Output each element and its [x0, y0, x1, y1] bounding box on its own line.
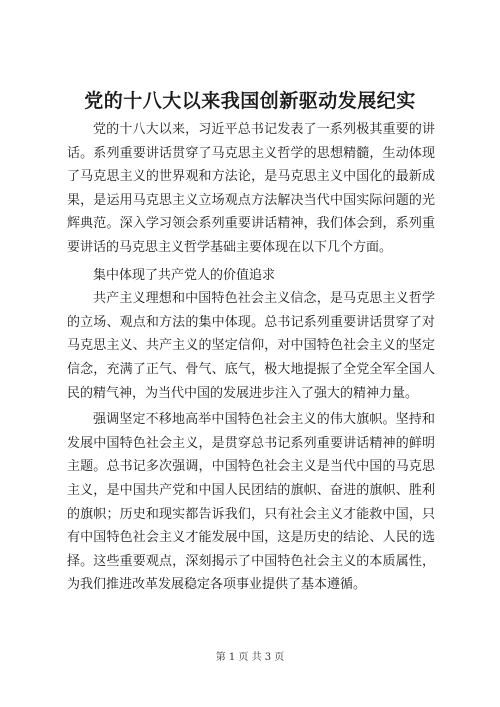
body-paragraph: 共产主义理想和中国特色社会主义信念，是马克思主义哲学的立场、观点和方法的集中体现。总书记系列重要讲话贯穿了对马克思主义、共产主义的坚定信仰，对中国特色社会主义的坚定信念，充满了正气、骨气、底气，极大地提振了全党全军全国人民的精气神，为当代中国的发展进步注入了强大的精神力量。	[67, 291, 435, 401]
intro-paragraph: 党的十八大以来，习近平总书记发表了一系列极其重要的讲话。系列重要讲话贯穿了马克思主义哲学的思想精髓，生动体现了马克思主义的世界观和方法论，是马克思主义中国化的最新成果，是运用马克思主义立场观点方法解决当代中国实际问题的光辉典范。深入学习领会系列重要讲话精神，我们体会到，系列重要讲话的马克思主义哲学基础主要体现在以下几个方面。	[67, 122, 435, 255]
page-number-footer: 第 1 页 共 3 页	[215, 652, 285, 663]
section-heading: 集中体现了共产党人的价值追求	[93, 267, 276, 283]
document-title: 党的十八大以来我国创新驱动发展纪实	[84, 90, 416, 112]
document-body	[67, 118, 435, 597]
body-paragraph: 强调坚定不移地高举中国特色社会主义的伟大旗帜。坚持和发展中国特色社会主义，是贯穿总书记系列重要讲话精神的鲜明主题。总书记多次强调，中国特色社会主义是当代中国的马克思主义，是中国共产党和中国人民团结的旗帜、奋进的旗帜、胜利的旗帜；历史和现实都告诉我们，只有社会主义才能救中国，只有中国特色社会主义才能发展中国，这是历史的结论、人民的选择。这些重要观点，深刻揭示了中国特色社会主义的本质属性，为我们推进改革发展稳定各项事业提供了基本遵循。	[67, 412, 435, 593]
